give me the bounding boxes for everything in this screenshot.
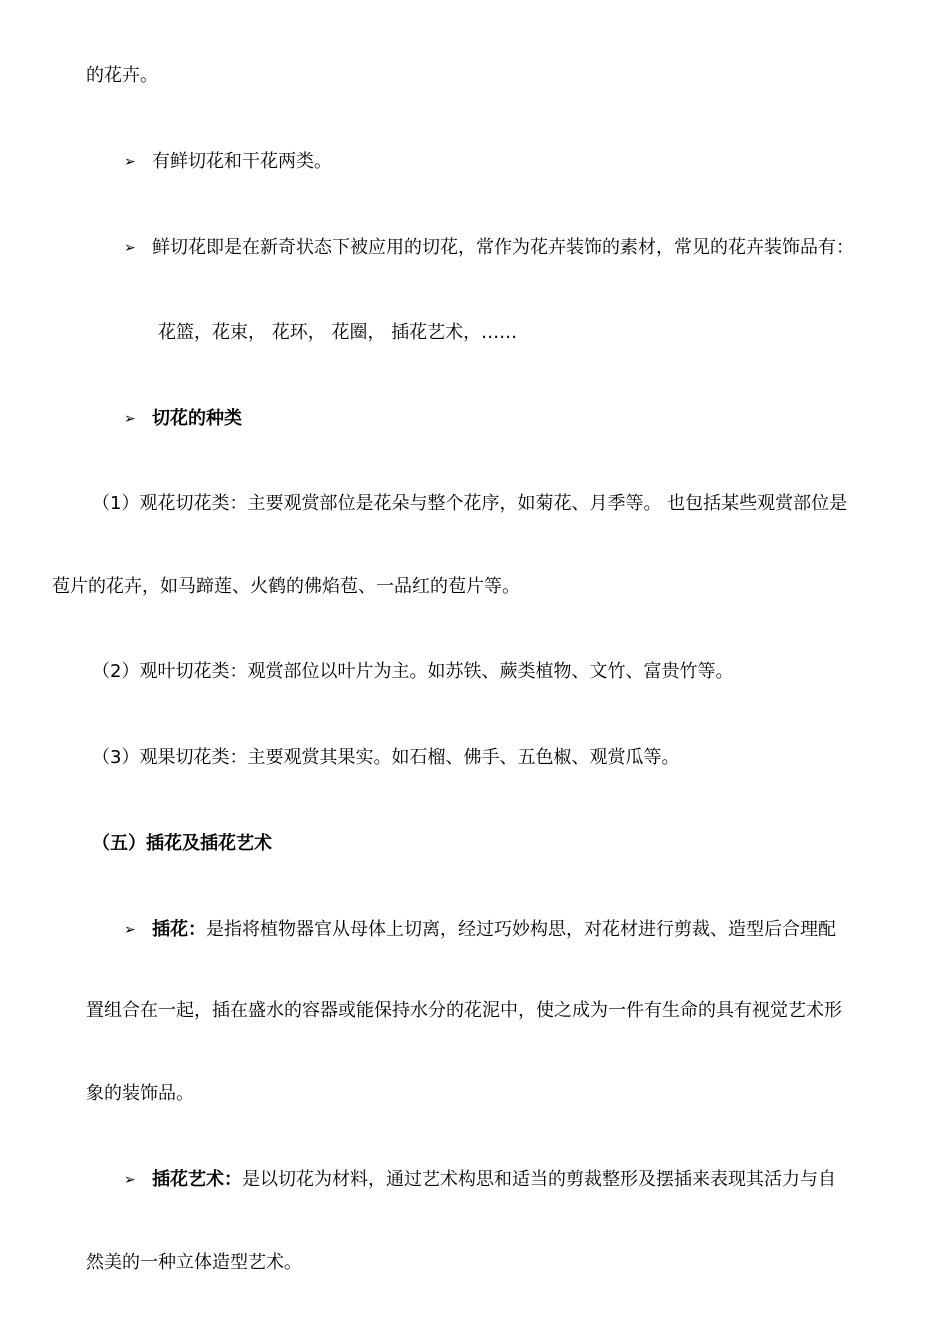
bullet-item: 鲜切花即是在新奇状态下被应用的切花，常作为花卉装饰的素材，常见的花卉装饰品有： (152, 237, 854, 258)
section-heading: （五）插花及插花艺术 (92, 833, 272, 854)
paragraph-line: 象的装饰品。 (86, 1083, 194, 1104)
bullet-item (152, 1168, 836, 1192)
paragraph-line: 然美的一种立体造型艺术。 (86, 1252, 302, 1273)
paragraph-line: （3）观果切花类：主要观赏其果实。如石榴、佛手、五色椒、观赏瓜等。 (92, 747, 680, 768)
paragraph-line: 苞片的花卉，如马蹄莲、火鹤的佛焰苞、一品红的苞片等。 (52, 576, 520, 597)
bullet-arrow-icon: ➢ (124, 411, 136, 427)
paragraph-line: （2）观叶切花类：观赏部位以叶片为主。如苏铁、蕨类植物、文竹、富贵竹等。 (92, 661, 734, 682)
bullet-item-continuation: 花篮，花束， 花环， 花圈， 插花艺术，…… (158, 322, 518, 343)
bullet-arrow-icon: ➢ (124, 1172, 136, 1188)
term-definition: 是指将植物器官从母体上切离，经过巧妙构思，对花材进行剪裁、造型后合理配 (206, 919, 836, 940)
bullet-item (152, 918, 836, 942)
subheading: 切花的种类 (152, 408, 242, 429)
bullet-arrow-icon: ➢ (124, 154, 136, 170)
term-label: 插花艺术： (152, 1169, 242, 1190)
bullet-arrow-icon: ➢ (124, 922, 136, 938)
bullet-item: 有鲜切花和干花两类。 (152, 151, 332, 172)
term-label: 插花： (152, 919, 206, 940)
text-line: 的花卉。 (86, 65, 158, 86)
paragraph-line: 置组合在一起，插在盛水的容器或能保持水分的花泥中，使之成为一件有生命的具有视觉艺术形 (86, 1000, 842, 1021)
term-definition: 是以切花为材料，通过艺术构思和适当的剪裁整形及摆插来表现其活力与自 (242, 1169, 836, 1190)
bullet-arrow-icon: ➢ (124, 240, 136, 256)
paragraph-line: （1）观花切花类：主要观赏部位是花朵与整个花序，如菊花、月季等。 也包括某些观赏部位是 (92, 493, 848, 514)
